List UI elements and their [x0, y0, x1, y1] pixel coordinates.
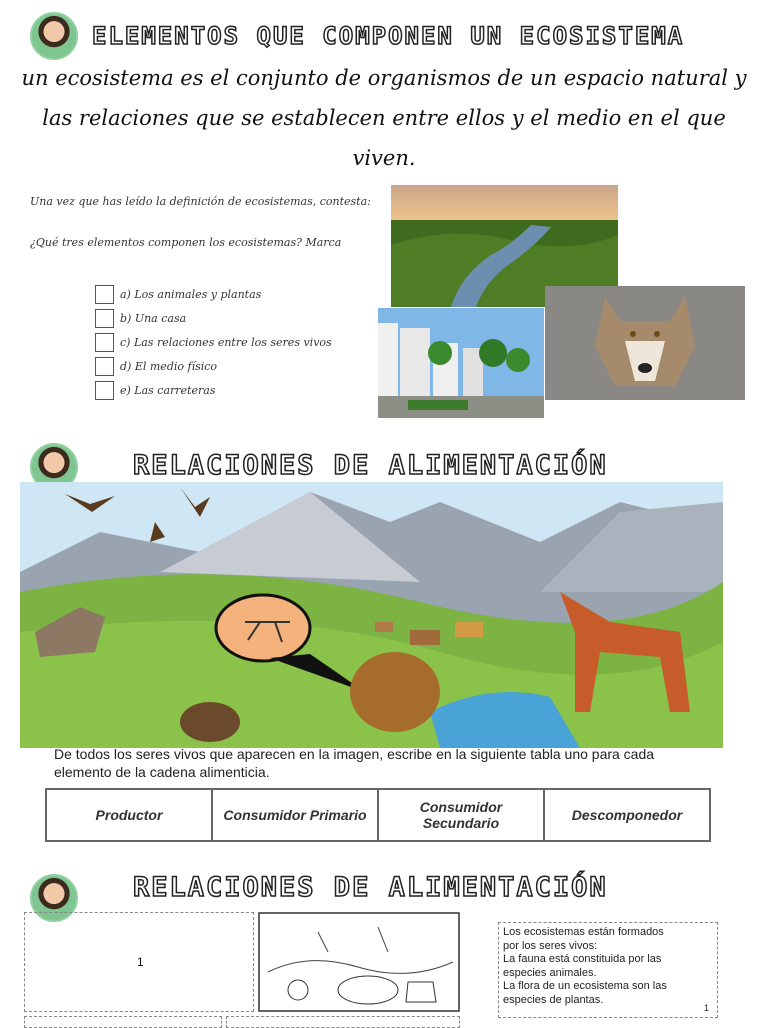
question-text: ¿Qué tres elementos componen los ecosistemas? Marca [30, 236, 342, 249]
section-title: RELACIONES DE ALIMENTACIÓN [133, 450, 608, 481]
option-item[interactable]: b) Una casa [95, 306, 332, 330]
table-header-secondary-consumer[interactable]: Consumidor Secundario [378, 789, 544, 841]
info-line: especies animales. [503, 966, 597, 979]
animals-sketch [258, 912, 460, 1012]
checkbox[interactable] [95, 381, 114, 400]
info-line: especies de plantas. [503, 993, 604, 1006]
info-box [498, 922, 718, 1018]
checkbox[interactable] [95, 333, 114, 352]
definition-text: un ecosistema es el conjunto de organismos de un espacio natural y las relaciones que se establecen entre ellos y el medio en el que viven. [21, 66, 747, 170]
checkbox[interactable] [95, 309, 114, 328]
info-box-number: 1 [703, 1002, 709, 1013]
table-header-producer[interactable]: Productor [46, 789, 212, 841]
answer-box[interactable] [24, 912, 254, 1012]
section-title: RELACIONES DE ALIMENTACIÓN [133, 872, 608, 903]
teacher-avatar [30, 12, 78, 60]
option-item[interactable]: e) Las carreteras [95, 378, 332, 402]
chain-instruction: De todos los seres vivos que aparecen en la imagen, escribe en la siguiente tabla uno para cada elemento de la cadena alimenticia. [54, 746, 655, 780]
answer-box[interactable] [226, 1016, 460, 1028]
food-chain-table [45, 788, 711, 842]
options-list [95, 282, 332, 402]
food-chain-illustration [20, 482, 723, 748]
option-item[interactable]: d) El medio físico [95, 354, 332, 378]
answer-box[interactable] [24, 1016, 222, 1028]
option-item[interactable]: a) Los animales y plantas [95, 282, 332, 306]
checkbox[interactable] [95, 357, 114, 376]
info-line: La flora de un ecosistema son las [503, 980, 667, 992]
info-line: La fauna está constituida por las [503, 953, 662, 965]
checkbox[interactable] [95, 285, 114, 304]
table-row [46, 789, 710, 841]
info-line: por los seres vivos: [503, 939, 598, 952]
wolf-photo [545, 286, 745, 400]
option-item[interactable]: c) Las relaciones entre los seres vivos [95, 330, 332, 354]
houses-photo [378, 308, 544, 418]
box-number: 1 [137, 955, 144, 969]
section-title: ELEMENTOS QUE COMPONEN UN ECOSISTEMA [92, 22, 685, 50]
instruction-text: Una vez que has leído la definición de ecosistemas, contesta: [30, 195, 371, 208]
info-line: Los ecosistemas están formados [503, 926, 664, 938]
table-header-decomposer[interactable]: Descomponedor [544, 789, 710, 841]
table-header-primary-consumer[interactable]: Consumidor Primario [212, 789, 378, 841]
